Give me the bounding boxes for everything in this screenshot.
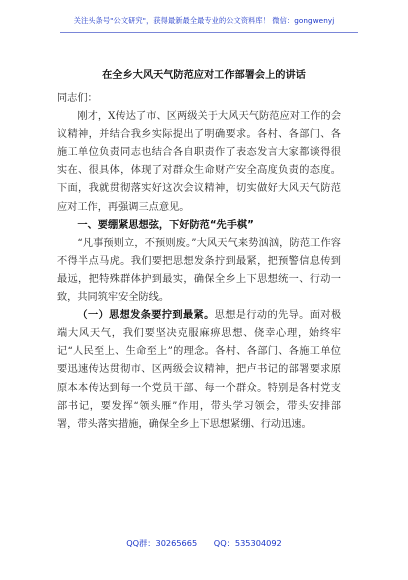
promo-header: 关注头条号"公文研究"，获得最新最全最专业的公文资料库！ 微信：gongwenyj xyxy=(73,16,335,25)
paragraph-intro: 刚才，X传达了市、区两级关于大风天气防范应对工作的会议精神，并结合我乡实际提出了明确要求。各村、各部门、各施工单位负责同志也结合各自职责作了表态发言大家都谈得很实在、很具体，体现了对群众生命财产安全高度负责的态度。下面，我就贯彻落实好这次会议精神，切实做好大风天气防范应对工作，再强调三点意见。 xyxy=(57,111,341,213)
contact-footer xyxy=(0,538,408,549)
footer-qq-group: QQ群：30265665 xyxy=(126,538,198,548)
subsection-label: （一）思想发条要拧到最紧。 xyxy=(77,310,215,322)
salutation: 同志们： xyxy=(57,93,98,104)
footer-qq: QQ：535304092 xyxy=(213,538,282,548)
header-divider xyxy=(60,32,358,33)
paragraph-section-1: “凡事预则立，不预则废。”大风天气来势汹汹，防范工作容不得半点马虎。我们要把思想发条拧到最紧，把预警信息传到最远，把特殊群体护到最实，确保全乡上下思想统一、行动一致，共同筑牢安全防线。 xyxy=(57,237,341,304)
document-title: 在全乡大风天气防范应对工作部署会上的讲话 xyxy=(102,69,306,81)
section-heading-1: 一、要绷紧思想弦，下好防范“先手棋” xyxy=(77,219,254,231)
subsection-text: 思想是行动的先导。面对极端大风天气，我们要坚决克服麻痹思想、侥幸心理，始终牢记“人民至上、生命至上”的理念。各村、各部门、各施工单位要迅速传达贯彻市、区两级会议精神，把卢书记的部署要求原原本本传达到每一个党员干部、每一个群众。特别是各村党支部书记，要发挥“领头雁”作用，带头学习领会，带头安排部署，带头落实措施，确保全乡上下思想紧绷、行动迅速。 xyxy=(57,310,342,430)
document-body xyxy=(57,90,341,434)
paragraph-subsection-1 xyxy=(57,307,341,434)
